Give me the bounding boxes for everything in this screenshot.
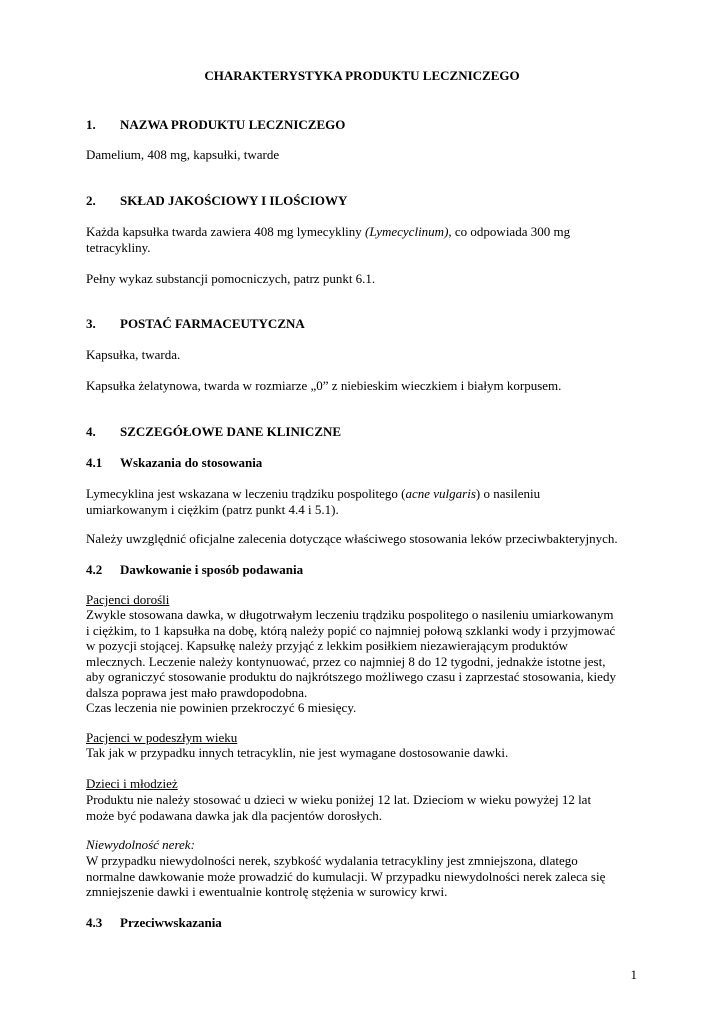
text-line: zmniejszenie dawki i ewentualnie kontrolę stężenia w surowicy krwi. bbox=[86, 884, 448, 899]
section-4-heading bbox=[86, 424, 644, 440]
form-text: Kapsułka, twarda. bbox=[86, 347, 181, 362]
adults-paragraph bbox=[86, 607, 694, 716]
section-3-heading bbox=[86, 316, 644, 332]
adults-subheading: Pacjenci dorośli bbox=[86, 592, 170, 607]
section-2-heading bbox=[86, 193, 644, 209]
elderly-subheading: Pacjenci w podeszłym wieku bbox=[86, 730, 238, 745]
section-title: NAZWA PRODUKTU LECZNICZEGO bbox=[120, 117, 346, 132]
text-line: dalsza poprawa jest mało prawdopodobna. bbox=[86, 684, 308, 700]
section-title: POSTAĆ FARMACEUTYCZNA bbox=[120, 316, 305, 331]
text-line: aby ograniczyć stosowanie produktu do najkrótszego możliwego czasu i zaprzestać stosowania, kiedy bbox=[86, 669, 616, 684]
section-title: Dawkowanie i sposób podawania bbox=[120, 562, 304, 577]
document-title: CHARAKTERYSTYKA PRODUKTU LECZNICZEGO bbox=[204, 68, 520, 83]
guidelines-text: Należy uwzględnić oficjalne zalecenia dotyczące właściwego stosowania leków przeciwbakteryjnych. bbox=[86, 531, 618, 546]
section-title: Przeciwwskazania bbox=[120, 915, 222, 930]
text-line: może być podawana dawka jak dla pacjentów dorosłych. bbox=[86, 807, 383, 823]
section-1-heading bbox=[86, 117, 644, 133]
section-number: 3. bbox=[86, 316, 96, 331]
renal-paragraph bbox=[86, 853, 684, 900]
text-line: w pozycji stojącej. Kapsułkę należy przyjąć z lekkim posiłkiem niezawierającym produktów bbox=[86, 638, 568, 653]
composition-paragraph bbox=[86, 224, 589, 255]
text-line: mlecznych. Leczenie należy kontynuować, przez co najmniej 8 do 12 tygodni, jednakże istotne jest, bbox=[86, 653, 606, 669]
latin-name: (Lymecyclinum) bbox=[365, 224, 449, 239]
text-line: i ciężkim, to 1 kapsułka na dobę, którą należy popić co najmniej połową szklanki wody i przyjmować bbox=[86, 622, 616, 638]
text-line: Czas leczenia nie powinien przekroczyć 6 miesięcy. bbox=[86, 700, 357, 715]
children-subheading: Dzieci i młodzież bbox=[86, 776, 178, 791]
text-line: Produktu nie należy stosować u dzieci w wieku poniżej 12 lat. Dzieciom w wieku powyżej 12 lat bbox=[86, 792, 592, 807]
text-run: ) o nasileniu umiarkowanym i ciężkim (patrz punkt 4.4 i 5.1). bbox=[86, 486, 541, 517]
renal-subheading: Niewydolność nerek: bbox=[86, 837, 195, 852]
form-description: Kapsułka żelatynowa, twarda w rozmiarze „0” z niebieskim wieczkiem i białym korpusem. bbox=[86, 378, 562, 393]
section-number: 1. bbox=[86, 117, 96, 132]
section-number: 4. bbox=[86, 424, 96, 439]
text-line: Zwykle stosowana dawka, w długotrwałym leczeniu trądziku pospolitego o nasileniu umiarkowanym bbox=[86, 607, 614, 622]
section-number: 4.1 bbox=[86, 455, 103, 470]
section-4-2-heading bbox=[86, 562, 644, 578]
page-number: 1 bbox=[630, 967, 637, 982]
text-run: Każda kapsułka twarda zawiera 408 mg lymecykliny bbox=[86, 224, 366, 239]
section-number: 4.2 bbox=[86, 562, 103, 577]
text-run: Lymecyklina jest wskazana w leczeniu trądziku pospolitego ( bbox=[86, 486, 406, 501]
excipients-text: Pełny wykaz substancji pomocniczych, patrz punkt 6.1. bbox=[86, 271, 376, 286]
indications-paragraph bbox=[86, 486, 579, 517]
section-4-3-heading bbox=[86, 915, 644, 931]
section-number: 2. bbox=[86, 193, 96, 208]
section-title: Wskazania do stosowania bbox=[120, 455, 263, 470]
section-number: 4.3 bbox=[86, 915, 103, 930]
section-title: SKŁAD JAKOŚCIOWY I ILOŚCIOWY bbox=[120, 193, 348, 208]
children-paragraph bbox=[86, 792, 644, 823]
elderly-text: Tak jak w przypadku innych tetracyklin, nie jest wymagane dostosowanie dawki. bbox=[86, 745, 509, 760]
latin-name: acne vulgaris bbox=[405, 486, 476, 501]
section-4-1-heading bbox=[86, 455, 644, 471]
section-title: SZCZEGÓŁOWE DANE KLINICZNE bbox=[120, 424, 342, 439]
product-name-text: Damelium, 408 mg, kapsułki, twarde bbox=[86, 147, 280, 162]
text-line: normalne dawkowanie może prowadzić do kumulacji. W przypadku niewydolności nerek zaleca się bbox=[86, 868, 606, 884]
text-run: , co odpowiada 300 mg tetracykliny. bbox=[86, 224, 571, 255]
text-line: W przypadku niewydolności nerek, szybkość wydalania tetracykliny jest zmniejszona, dlatego bbox=[86, 853, 578, 868]
